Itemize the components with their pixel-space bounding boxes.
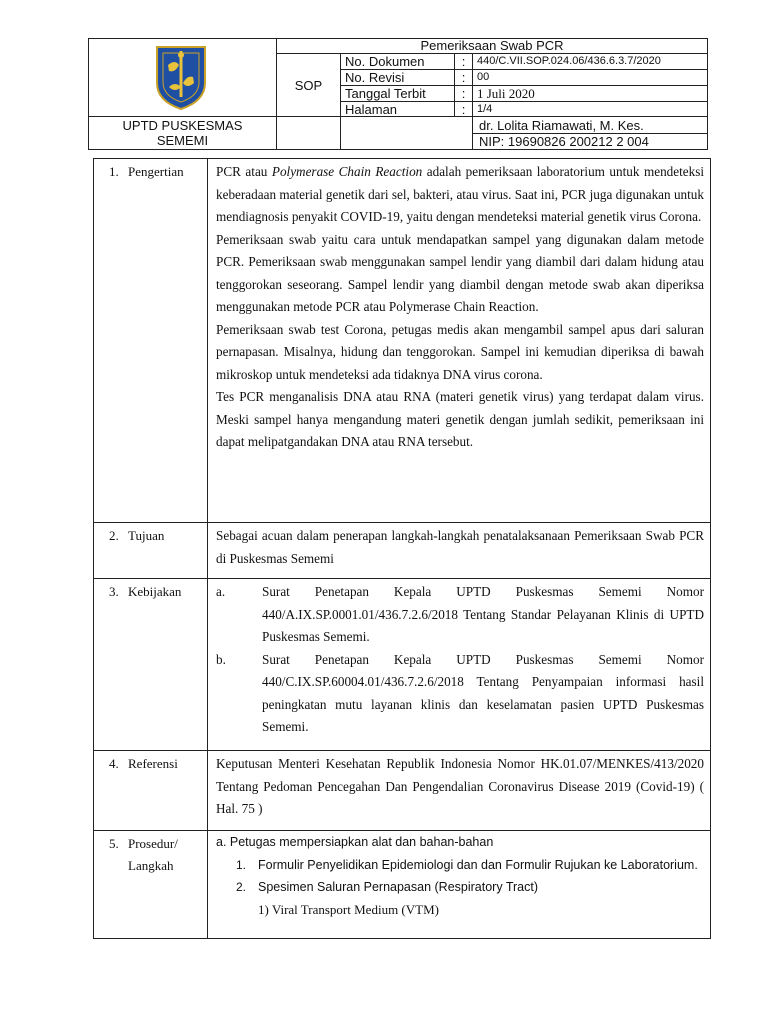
section-title: Referensi: [128, 756, 178, 771]
document-title: Pemeriksaan Swab PCR: [277, 39, 707, 54]
list-text: Formulir Penyelidikan Epidemiologi dan dan Formulir Rujukan ke Laboratorium.: [258, 857, 698, 872]
surabaya-city-emblem-icon: [153, 43, 209, 111]
meta-colon: :: [455, 70, 473, 85]
meta-label: Halaman: [341, 102, 455, 116]
meta-colon: :: [455, 86, 473, 101]
section-label: [94, 751, 208, 830]
section-content: [208, 523, 710, 578]
procedure-sub-sub-item: 1) Viral Transport Medium (VTM): [258, 901, 439, 917]
signatory-nip: NIP: 19690826 200212 2 004: [479, 134, 649, 149]
section-number: 3.: [109, 584, 119, 599]
blank-cell: [341, 117, 473, 150]
section-number: 1.: [109, 164, 119, 179]
list-item: [216, 649, 704, 739]
section-tujuan: [94, 523, 710, 579]
list-marker: a.: [216, 584, 226, 599]
org-line-2: SEMEMI: [156, 133, 209, 148]
section-label: [94, 579, 208, 750]
section-title: Tujuan: [128, 528, 165, 543]
meta-row-issue-date: [341, 86, 707, 102]
section-label: [94, 159, 208, 522]
section-number: 2.: [109, 528, 119, 543]
signatory-block: [341, 117, 707, 150]
section-title: Kebijakan: [128, 584, 182, 599]
organization-name: [89, 117, 277, 150]
org-line-1: UPTD PUSKESMAS: [122, 118, 243, 133]
section-label: [94, 523, 208, 578]
sop-label: [277, 54, 341, 117]
document-header: [88, 38, 708, 150]
italic-term: Polymerase Chain Reaction: [271, 164, 423, 179]
section-content: [208, 579, 710, 750]
section-kebijakan: [94, 579, 710, 751]
paragraph: Tes PCR menganalisis DNA atau RNA (materi genetik virus) yang terdapat dalam virus. Meski sampel hanya mengandung materi genetik dengan jumlah sedikit, pemeriksaan ini dapat melipatgandakan DNA atau RNA tersebut.: [216, 389, 704, 449]
list-item: [216, 581, 704, 649]
logo-cell: [89, 39, 277, 117]
section-number: 4.: [109, 756, 119, 771]
section-number: 5.: [109, 836, 119, 851]
meta-row-document-number: [341, 54, 707, 70]
section-title-line-2: Langkah: [128, 858, 174, 873]
paragraph: Sebagai acuan dalam penerapan langkah-langkah penatalaksanaan Pemeriksaan Swab PCR di Puskesmas Sememi: [216, 528, 704, 566]
procedure-step: a. Petugas mempersiapkan alat dan bahan-bahan: [216, 835, 494, 849]
meta-label: No. Dokumen: [341, 54, 455, 69]
paragraph: Keputusan Menteri Kesehatan Republik Indonesia Nomor HK.01.07/MENKES/413/2020 Tentang Pedoman Pencegahan Dan Pengendalian Coronavirus Disease 2019 (Covid-19) ( Hal. 75 ): [216, 756, 704, 816]
paragraph: Pemeriksaan swab yaitu cara untuk mendapatkan sampel yang digunakan dalam metode PCR. Pemeriksaan swab menggunakan sampel lendir yang diambil dari dalam hidung atau tenggorokan seseorang. Sampel lendir yang diambil dengan metode swab akan diperiksa menggunakan metode PCR atau Polymerase Chain Reaction.: [216, 231, 704, 314]
procedure-sub-item: [216, 854, 704, 877]
section-title-line-1: Prosedur/: [128, 836, 178, 851]
meta-row-page: [341, 102, 707, 117]
procedure-sub-item: [216, 876, 704, 899]
list-text: Surat Penetapan Kepala UPTD Puskesmas Sememi Nomor 440/C.IX.SP.60004.01/436.7.2.6/2018 Tentang Penyampaian informasi hasil peningkatan mutu layanan klinis dan keselamatan pasien UPTD Puskesmas Sememi.: [262, 651, 704, 734]
section-content: [208, 831, 710, 938]
sop-text: SOP: [294, 77, 323, 93]
text-run: adalah pemeriksaan laboratorium untuk mendeteksi keberadaan material genetik dari sel, bakteri, atau virus. Saat ini, PCR juga digunakan untuk mendiagnosis penyakit COVID-19, yaitu dengan mendeteksi material genetik virus Corona.: [216, 164, 705, 224]
list-text: Spesimen Saluran Pernapasan (Respiratory Tract): [258, 880, 538, 894]
section-referensi: [94, 751, 710, 831]
section-label: [94, 831, 208, 938]
meta-label: No. Revisi: [341, 70, 455, 85]
signatory-name: dr. Lolita Riamawati, M. Kes.: [479, 118, 644, 133]
text-run: PCR atau: [216, 164, 272, 179]
list-text: Surat Penetapan Kepala UPTD Puskesmas Sememi Nomor 440/A.IX.SP.0001.01/436.7.2.6/2018 Tentang Standar Pelayanan Klinis di UPTD Puskesmas Sememi.: [262, 584, 704, 644]
meta-value: 440/C.VII.SOP.024.06/436.6.3.7/2020: [477, 55, 661, 67]
meta-label: Tanggal Terbit: [341, 86, 455, 101]
sop-content-table: [93, 158, 711, 939]
meta-value: 1 Juli 2020: [477, 86, 535, 101]
list-marker: 2.: [236, 880, 247, 894]
blank-cell: [277, 117, 341, 150]
list-marker: 1.: [236, 857, 247, 872]
meta-colon: :: [455, 102, 473, 116]
paragraph: Pemeriksaan swab test Corona, petugas medis akan mengambil sampel apus dari saluran pernapasan. Misalnya, hidung dan tenggorokan. Sampel ini kemudian diperiksa di bawah mikroskop untuk mendeteksi ada tidaknya DNA virus corona.: [216, 321, 704, 382]
list-marker: b.: [216, 651, 226, 667]
section-title: Pengertian: [128, 164, 184, 179]
paragraph: [216, 161, 704, 229]
section-prosedur: [94, 831, 710, 938]
meta-colon: :: [455, 54, 473, 69]
meta-value: 00: [477, 71, 490, 83]
meta-value: 1/4: [477, 103, 493, 115]
section-content: [208, 159, 710, 522]
meta-row-revision: [341, 70, 707, 86]
section-pengertian: [94, 159, 710, 523]
section-content: [208, 751, 710, 830]
